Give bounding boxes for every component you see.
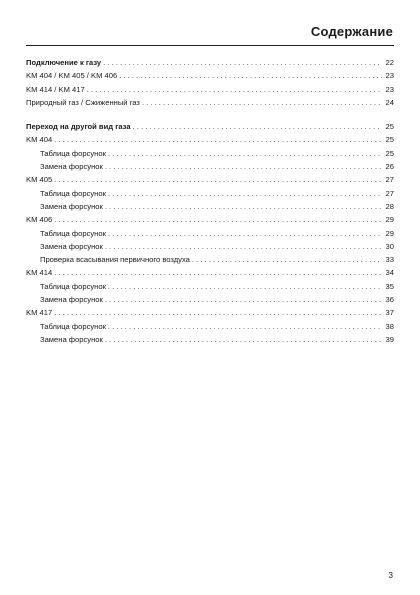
toc-entry[interactable] (26, 240, 394, 253)
toc-entry[interactable] (26, 147, 394, 160)
toc-entry-label: KM 405 (26, 175, 53, 185)
toc-entry-page: 25 (385, 135, 394, 145)
toc-entry[interactable] (26, 83, 394, 96)
toc-entry-page: 33 (385, 255, 394, 265)
toc-leader-dots (87, 83, 382, 96)
toc-entry-page: 36 (385, 295, 394, 305)
toc-entry[interactable] (26, 227, 394, 240)
toc-entry[interactable] (26, 69, 394, 82)
toc-entry-page: 25 (385, 148, 394, 158)
toc-entry-page: 35 (385, 281, 394, 291)
toc-leader-dots (192, 253, 382, 266)
toc-leader-dots (54, 213, 382, 226)
toc-entry-label: KM 414 (26, 268, 53, 278)
toc-leader-dots (105, 240, 382, 253)
toc-section (26, 56, 394, 109)
toc-entry-label: Таблица форсунок (40, 321, 106, 331)
toc-entry[interactable] (26, 333, 394, 346)
toc-leader-dots (108, 280, 382, 293)
toc-entry-page: 24 (385, 97, 394, 107)
toc-entry-label: Переход на другой вид газа (26, 122, 131, 132)
toc-leader-dots (54, 173, 382, 186)
toc-entry-page: 22 (385, 58, 394, 67)
toc-entry-page: 25 (385, 122, 394, 132)
toc-entry-page: 27 (385, 175, 394, 185)
toc-entry[interactable] (26, 133, 394, 146)
toc-entry-page: 28 (385, 201, 394, 211)
toc-leader-dots (108, 320, 382, 333)
toc-entry-label: KM 404 / KM 405 / KM 406 (26, 71, 118, 81)
toc-entry-page: 23 (385, 84, 394, 94)
toc-leader-dots (103, 56, 382, 69)
toc-entry-page: 37 (385, 308, 394, 318)
toc-leader-dots (105, 333, 382, 346)
toc-leader-dots (119, 69, 382, 82)
toc-entry[interactable] (26, 173, 394, 186)
toc-entry[interactable] (26, 280, 394, 293)
toc-leader-dots (54, 133, 382, 146)
toc-entry[interactable] (26, 160, 394, 173)
toc-leader-dots (108, 147, 382, 160)
toc-leader-dots (133, 120, 382, 133)
toc-entry[interactable] (26, 293, 394, 306)
toc-entry-page: 29 (385, 215, 394, 225)
toc-leader-dots (54, 306, 382, 319)
toc-entry[interactable] (26, 306, 394, 319)
toc-entry-label: Замена форсунок (40, 162, 103, 172)
toc-entry-label: Таблица форсунок (40, 188, 106, 198)
toc-entry-label: Замена форсунок (40, 241, 103, 251)
toc-entry-page: 27 (385, 188, 394, 198)
toc-entry-page: 34 (385, 268, 394, 278)
toc-entry[interactable] (26, 96, 394, 109)
toc-entry-label: Замена форсунок (40, 295, 103, 305)
toc-entry-page: 30 (385, 241, 394, 251)
toc-leader-dots (105, 160, 382, 173)
toc-entry-page: 38 (385, 321, 394, 331)
page-number: 3 (388, 571, 393, 580)
toc-entry-label: Проверка всасывания первичного воздуха (40, 255, 190, 265)
toc-entry-label: Природный газ / Сжиженный газ (26, 97, 140, 107)
toc-entry[interactable] (26, 187, 394, 200)
toc-entry[interactable] (26, 213, 394, 226)
toc-leader-dots (105, 293, 382, 306)
header-divider (26, 45, 394, 46)
toc-section (26, 120, 394, 346)
toc-entry-label: Подключение к газу (26, 58, 102, 67)
toc-entry[interactable] (26, 266, 394, 279)
table-of-contents (26, 56, 394, 357)
toc-leader-dots (108, 187, 382, 200)
toc-entry-label: KM 404 (26, 135, 53, 145)
toc-leader-dots (105, 200, 382, 213)
page-title: Содержание (310, 24, 393, 39)
toc-leader-dots (54, 266, 382, 279)
toc-entry[interactable] (26, 200, 394, 213)
toc-entry-label: KM 417 (26, 308, 53, 318)
toc-leader-dots (108, 227, 382, 240)
toc-entry-label: Замена форсунок (40, 334, 103, 344)
toc-entry[interactable] (26, 320, 394, 333)
toc-entry-page: 23 (385, 71, 394, 81)
toc-entry-label: KM 414 / KM 417 (26, 84, 85, 94)
toc-heading-entry[interactable] (26, 56, 394, 69)
toc-heading-entry[interactable] (26, 120, 394, 133)
toc-entry-label: KM 406 (26, 215, 53, 225)
toc-entry-label: Замена форсунок (40, 201, 103, 211)
toc-entry-page: 29 (385, 228, 394, 238)
toc-entry[interactable] (26, 253, 394, 266)
toc-entry-label: Таблица форсунок (40, 148, 106, 158)
toc-entry-label: Таблица форсунок (40, 281, 106, 291)
toc-entry-page: 26 (385, 162, 394, 172)
toc-leader-dots (142, 96, 382, 109)
toc-entry-page: 39 (385, 334, 394, 344)
toc-entry-label: Таблица форсунок (40, 228, 106, 238)
